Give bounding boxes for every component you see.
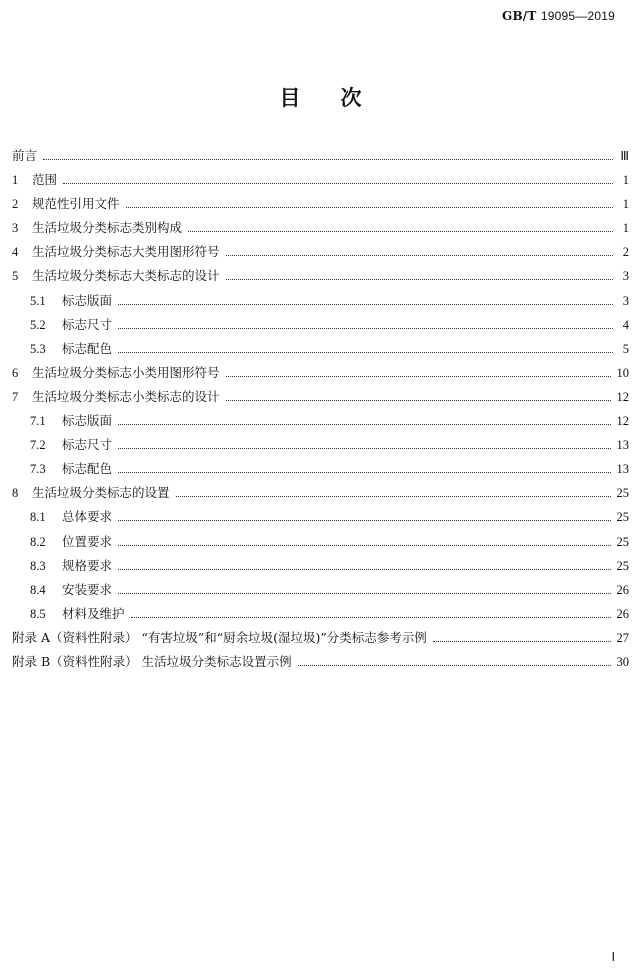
toc-entry-number: 6: [12, 365, 19, 380]
toc-entry-label: 标志配色: [62, 461, 113, 477]
toc-entry-number: 5.1: [30, 293, 46, 308]
toc-entry[interactable]: [12, 507, 629, 531]
toc-entry-label: 前言: [12, 148, 38, 163]
standard-code: [502, 9, 615, 23]
toc-entry[interactable]: [12, 556, 629, 580]
toc-entry-page: 5: [622, 341, 629, 356]
toc-entry-label: 标志版面: [62, 292, 113, 308]
toc-entry-page: 2: [622, 245, 629, 260]
standard-prefix: GB/T: [502, 9, 537, 23]
toc-entry[interactable]: [12, 580, 629, 604]
toc-leader-dots: [226, 254, 613, 256]
toc-leader-dots: [188, 230, 613, 232]
toc-leader-dots: [176, 495, 611, 497]
toc-leader-dots: [118, 471, 610, 473]
toc-entry-page: 4: [622, 317, 629, 332]
toc-entry[interactable]: [12, 483, 629, 507]
page-number: Ⅰ: [611, 950, 615, 964]
toc-entry[interactable]: [12, 459, 629, 483]
toc-entry[interactable]: [12, 652, 629, 676]
toc-leader-dots: [118, 447, 610, 449]
table-of-contents: [12, 146, 629, 676]
toc-entry[interactable]: [12, 170, 629, 194]
toc-entry-page: 12: [616, 414, 629, 429]
toc-entry-page: 13: [616, 462, 629, 477]
toc-entry-label: 标志尺寸: [62, 316, 113, 332]
toc-entry-label: 标志配色: [62, 340, 113, 356]
toc-entry-label: 生活垃圾分类标志大类用图形符号: [32, 244, 220, 260]
toc-leader-dots: [118, 519, 610, 521]
toc-leader-dots: [118, 568, 610, 570]
toc-entry-label: 总体要求: [62, 509, 113, 525]
toc-entry-page: 25: [616, 486, 629, 501]
toc-entry[interactable]: [12, 339, 629, 363]
toc-entry-number: 5.3: [30, 341, 46, 356]
title-char-2: 次: [340, 85, 362, 110]
toc-entry-page: 25: [616, 534, 629, 549]
toc-entry-label: 生活垃圾分类标志小类用图形符号: [32, 364, 220, 380]
toc-entry-number: 5.2: [30, 317, 46, 332]
toc-entry-label: 规范性引用文件: [32, 196, 120, 212]
toc-leader-dots: [63, 182, 613, 184]
toc-entry-label: 材料及维护: [62, 605, 125, 621]
toc-entry[interactable]: [12, 146, 629, 170]
toc-leader-dots: [126, 206, 613, 208]
toc-entry[interactable]: [12, 435, 629, 459]
toc-entry-page: Ⅲ: [620, 149, 629, 163]
toc-leader-dots: [118, 351, 613, 353]
page-title: [0, 82, 641, 112]
toc-entry-label: 标志版面: [62, 413, 113, 429]
toc-leader-dots: [118, 423, 610, 425]
toc-entry-page: 10: [616, 365, 629, 380]
toc-leader-dots: [131, 616, 611, 618]
toc-leader-dots: [118, 303, 613, 305]
toc-entry[interactable]: [12, 532, 629, 556]
toc-leader-dots: [118, 544, 610, 546]
toc-entry-number: 7: [12, 389, 19, 404]
toc-entry[interactable]: [12, 363, 629, 387]
toc-entry-page: 26: [616, 606, 629, 621]
toc-entry-page: 26: [616, 582, 629, 597]
toc-entry-page: 1: [622, 173, 629, 188]
title-char-1: 目: [279, 85, 301, 110]
toc-entry-number: 7.3: [30, 462, 46, 477]
toc-entry-label: 附录 B（资料性附录） 生活垃圾分类标志设置示例: [12, 653, 292, 669]
toc-entry[interactable]: [12, 387, 629, 411]
toc-entry-label: 标志尺寸: [62, 437, 113, 453]
toc-entry[interactable]: [12, 266, 629, 290]
toc-entry-label: 位置要求: [62, 533, 113, 549]
toc-entry-page: 13: [616, 438, 629, 453]
toc-entry-number: 8.3: [30, 558, 46, 573]
toc-entry[interactable]: [12, 242, 629, 266]
toc-entry-label: 附录 A（资料性附录） “有害垃圾”和“厨余垃圾(湿垃圾)”分类标志参考示例: [12, 629, 427, 645]
toc-leader-dots: [43, 158, 613, 160]
toc-entry-label: 生活垃圾分类标志小类标志的设计: [32, 388, 220, 404]
toc-entry-number: 3: [12, 221, 19, 236]
toc-entry-number: 7.1: [30, 414, 46, 429]
toc-entry-page: 12: [616, 389, 629, 404]
toc-entry-number: 8.1: [30, 510, 46, 525]
toc-entry-label: 安装要求: [62, 581, 113, 597]
toc-entry-number: 8.2: [30, 534, 46, 549]
toc-entry-number: 8.4: [30, 582, 46, 597]
toc-entry-number: 7.2: [30, 438, 46, 453]
toc-leader-dots: [226, 278, 613, 280]
toc-leader-dots: [298, 664, 611, 666]
toc-entry-label: 生活垃圾分类标志大类标志的设计: [32, 268, 220, 284]
toc-entry-page: 30: [616, 654, 629, 669]
toc-entry[interactable]: [12, 628, 629, 652]
toc-leader-dots: [433, 640, 611, 642]
toc-entry-page: 25: [616, 510, 629, 525]
toc-entry[interactable]: [12, 218, 629, 242]
toc-entry-number: 8.5: [30, 606, 46, 621]
toc-entry-page: 3: [622, 269, 629, 284]
toc-leader-dots: [226, 375, 611, 377]
toc-entry-page: 25: [616, 558, 629, 573]
toc-leader-dots: [118, 327, 613, 329]
toc-leader-dots: [118, 592, 610, 594]
toc-entry-label: 范围: [32, 172, 58, 188]
toc-entry-page: 1: [622, 197, 629, 212]
toc-entry[interactable]: [12, 291, 629, 315]
standard-number: 19095—2019: [540, 9, 615, 23]
toc-entry-number: 2: [12, 197, 19, 212]
toc-entry-number: 4: [12, 245, 19, 260]
toc-entry-number: 1: [12, 173, 19, 188]
toc-entry[interactable]: [12, 194, 629, 218]
toc-entry[interactable]: [12, 604, 629, 628]
toc-entry[interactable]: [12, 411, 629, 435]
toc-entry-page: 3: [622, 293, 629, 308]
toc-entry-label: 生活垃圾分类标志的设置: [32, 485, 170, 501]
toc-entry-page: 27: [616, 630, 629, 645]
toc-entry-label: 生活垃圾分类标志类别构成: [32, 220, 183, 236]
toc-entry-page: 1: [622, 221, 629, 236]
toc-leader-dots: [226, 399, 611, 401]
toc-entry-number: 5: [12, 269, 19, 284]
toc-entry-label: 规格要求: [62, 557, 113, 573]
toc-entry-number: 8: [12, 486, 19, 501]
toc-entry[interactable]: [12, 315, 629, 339]
